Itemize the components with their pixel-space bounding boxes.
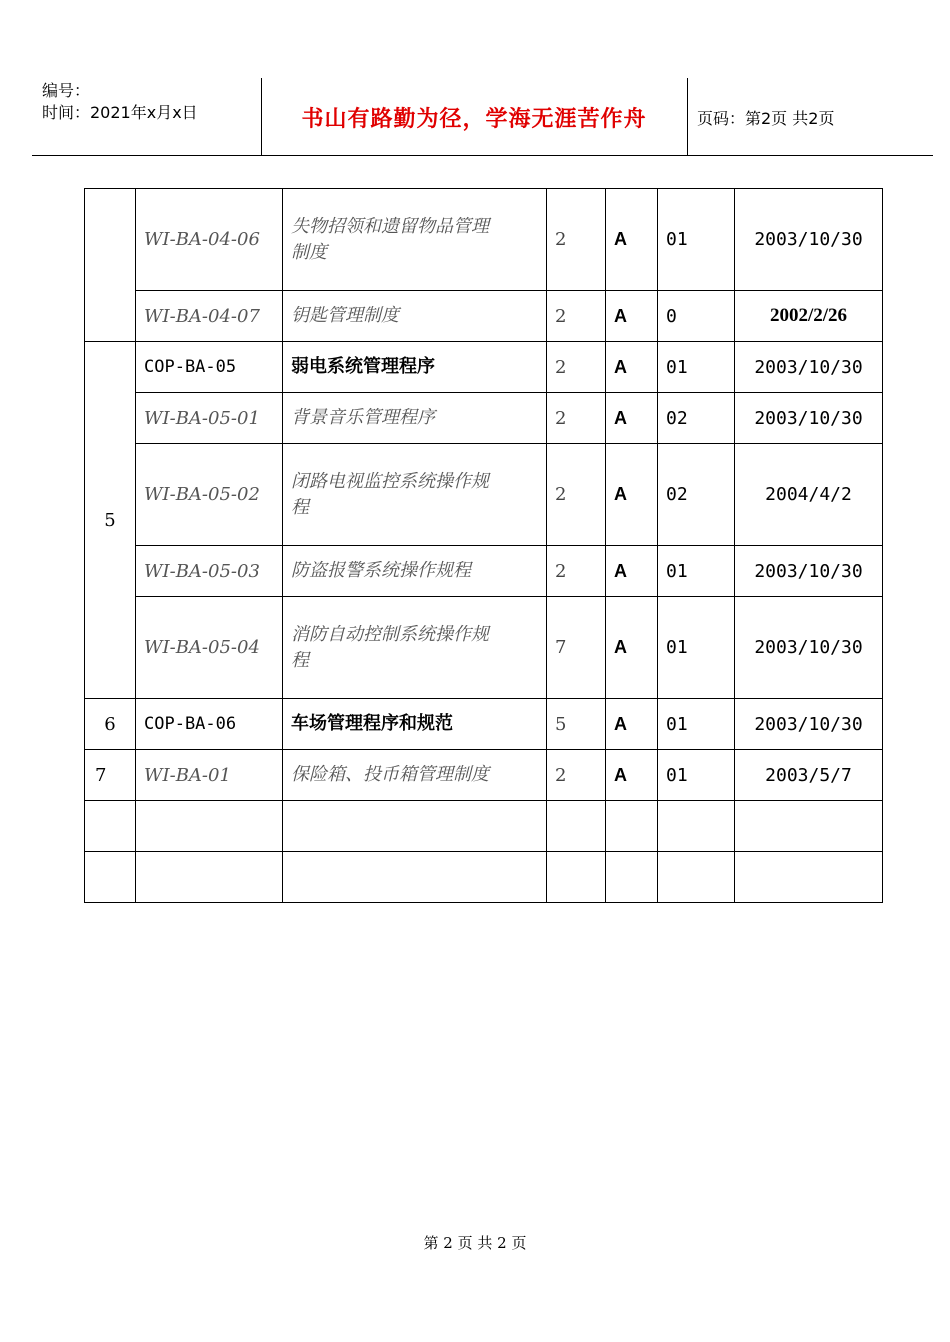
document-code-cell: WI-BA-05-01: [136, 393, 283, 444]
date-cell: 2003/10/30: [735, 699, 883, 750]
empty-cell: [735, 852, 883, 903]
table-row: [85, 546, 883, 597]
revision-cell: 01: [658, 750, 735, 801]
table-row: [85, 444, 883, 546]
empty-cell: [658, 801, 735, 852]
group-number-cell: 6: [85, 699, 136, 750]
document-number-label: 编号：: [42, 81, 91, 100]
document-name-line: 程: [291, 649, 309, 671]
empty-cell: [283, 801, 547, 852]
document-list-table: [84, 188, 883, 903]
version-cell: A: [606, 393, 658, 444]
quantity-cell: 5: [547, 699, 606, 750]
revision-cell: 01: [658, 699, 735, 750]
table-row: [85, 342, 883, 393]
document-code-cell: WI-BA-05-02: [136, 444, 283, 546]
quantity-cell: 2: [547, 342, 606, 393]
empty-cell: [136, 852, 283, 903]
quantity-cell: 7: [547, 597, 606, 699]
version-cell: A: [606, 750, 658, 801]
date-cell: 2004/4/2: [735, 444, 883, 546]
document-name-line: 闭路电视监控系统操作规: [291, 470, 489, 492]
page-footer: 第 2 页 共 2 页: [423, 1234, 527, 1252]
empty-cell: [547, 801, 606, 852]
version-cell: A: [606, 189, 658, 291]
version-cell: A: [606, 546, 658, 597]
group-number-cell: 5: [85, 342, 136, 699]
date-cell: 2002/2/26: [735, 291, 883, 342]
quantity-cell: 2: [547, 750, 606, 801]
date-cell: 2003/10/30: [735, 546, 883, 597]
document-name-cell: [283, 189, 547, 291]
header-divider: [687, 78, 688, 155]
quantity-cell: 2: [547, 546, 606, 597]
document-code-cell: WI-BA-04-06: [136, 189, 283, 291]
empty-cell: [735, 801, 883, 852]
quantity-cell: 2: [547, 291, 606, 342]
revision-cell: 01: [658, 342, 735, 393]
document-name-cell: 防盗报警系统操作规程: [283, 546, 547, 597]
header-motto: 书山有路勤为径，学海无涯苦作舟: [301, 107, 647, 132]
date-cell: 2003/10/30: [735, 189, 883, 291]
version-cell: A: [606, 291, 658, 342]
document-name-cell: [283, 444, 547, 546]
quantity-cell: 2: [547, 393, 606, 444]
header-meta: [42, 80, 198, 124]
header-page-label: 页码：第2页 共2页: [697, 109, 835, 128]
document-name-cell: 车场管理程序和规范: [283, 699, 547, 750]
revision-cell: 02: [658, 444, 735, 546]
revision-cell: 02: [658, 393, 735, 444]
empty-cell: [85, 852, 136, 903]
empty-cell: [547, 852, 606, 903]
document-name-cell: 保险箱、投币箱管理制度: [283, 750, 547, 801]
document-name-cell: 背景音乐管理程序: [283, 393, 547, 444]
table-row: [85, 699, 883, 750]
revision-cell: 01: [658, 189, 735, 291]
table-row: [85, 393, 883, 444]
table-row: [85, 597, 883, 699]
group-number-cell: [85, 189, 136, 342]
page-header: [32, 78, 933, 156]
document-name-line: 消防自动控制系统操作规: [291, 623, 489, 645]
revision-cell: 01: [658, 546, 735, 597]
empty-table-row: [85, 852, 883, 903]
document-code-cell: WI-BA-01: [136, 750, 283, 801]
table-row: [85, 291, 883, 342]
revision-cell: 01: [658, 597, 735, 699]
quantity-cell: 2: [547, 189, 606, 291]
version-cell: A: [606, 444, 658, 546]
document-name-cell: 弱电系统管理程序: [283, 342, 547, 393]
empty-cell: [283, 852, 547, 903]
empty-cell: [606, 852, 658, 903]
table-row: [85, 750, 883, 801]
document-code-cell: COP-BA-06: [136, 699, 283, 750]
version-cell: A: [606, 342, 658, 393]
empty-cell: [85, 801, 136, 852]
table-row: [85, 189, 883, 291]
date-cell: 2003/10/30: [735, 597, 883, 699]
group-number-cell: 7: [85, 750, 136, 801]
document-code-cell: COP-BA-05: [136, 342, 283, 393]
version-cell: A: [606, 597, 658, 699]
empty-cell: [606, 801, 658, 852]
document-code-cell: WI-BA-05-04: [136, 597, 283, 699]
document-time-label: 时间：2021年x月x日: [42, 103, 198, 122]
empty-table-row: [85, 801, 883, 852]
date-cell: 2003/10/30: [735, 393, 883, 444]
date-cell: 2003/5/7: [735, 750, 883, 801]
quantity-cell: 2: [547, 444, 606, 546]
document-name-line: 失物招领和遗留物品管理: [291, 215, 489, 237]
empty-cell: [136, 801, 283, 852]
version-cell: A: [606, 699, 658, 750]
document-code-cell: WI-BA-05-03: [136, 546, 283, 597]
document-name-cell: [283, 597, 547, 699]
date-cell: 2003/10/30: [735, 342, 883, 393]
document-code-cell: WI-BA-04-07: [136, 291, 283, 342]
document-name-cell: 钥匙管理制度: [283, 291, 547, 342]
empty-cell: [658, 852, 735, 903]
revision-cell: 0: [658, 291, 735, 342]
document-name-line: 制度: [291, 241, 327, 263]
document-name-line: 程: [291, 496, 309, 518]
